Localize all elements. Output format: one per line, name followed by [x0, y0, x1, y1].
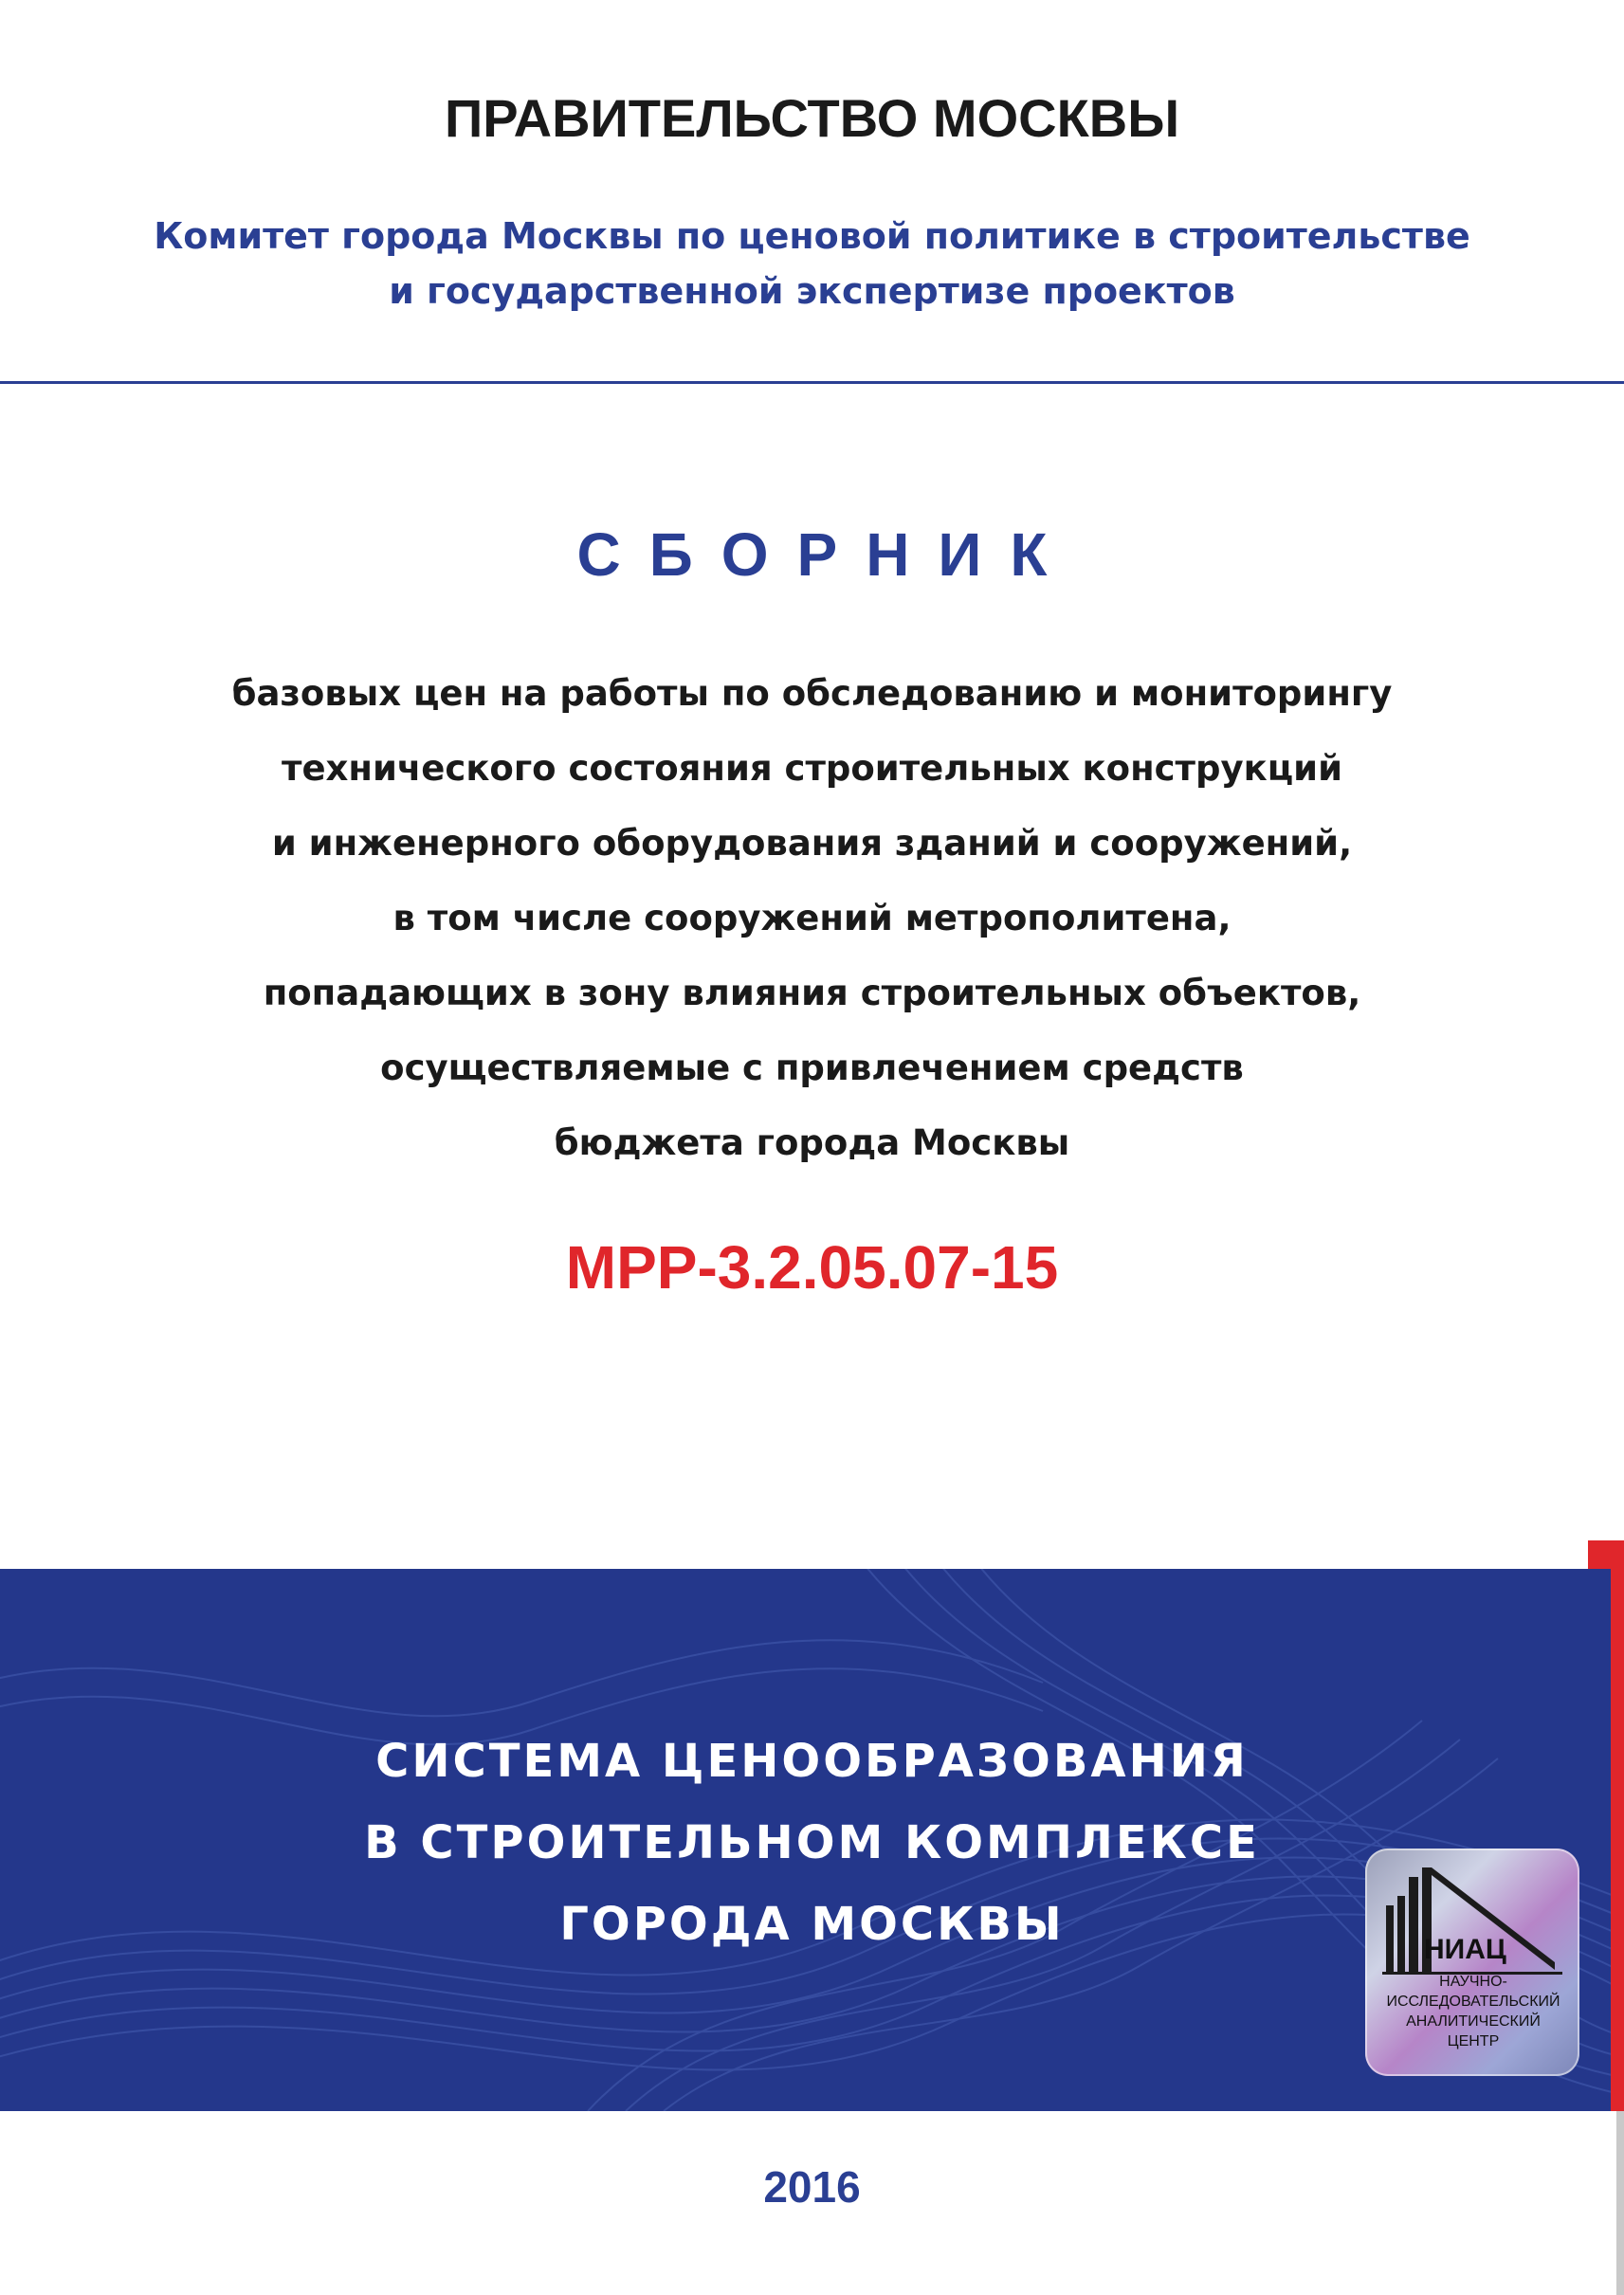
seal-name-line: АНАЛИТИЧЕСКИЙ — [1406, 2013, 1541, 2030]
system-title-line: ГОРОДА МОСКВЫ — [559, 1898, 1065, 1951]
description-line: в том числе сооружений метрополитена, — [392, 898, 1232, 938]
seal-name-line: НАУЧНО- — [1439, 1974, 1507, 1990]
description-line: осуществляемые с привлечением средств — [380, 1047, 1244, 1088]
document-description — [0, 656, 1624, 1180]
committee-line: Комитет города Москвы по ценовой политике в строительстве — [154, 215, 1470, 257]
header-divider — [0, 381, 1624, 384]
seal-name-line: ЦЕНТР — [1447, 2033, 1500, 2049]
seal-abbreviation: НИАЦ — [1424, 1934, 1506, 1965]
publication-year: 2016 — [763, 2162, 861, 2212]
description-line: попадающих в зону влияния строительных объектов, — [263, 973, 1361, 1013]
government-title: ПРАВИТЕЛЬСТВО МОСКВЫ — [444, 88, 1180, 148]
seal-name — [1373, 1972, 1574, 2051]
description-line: и инженерного оборудования зданий и сооружений, — [271, 823, 1353, 864]
seal-name-line: ИССЛЕДОВАТЕЛЬСКИЙ — [1386, 1994, 1560, 2010]
description-line: базовых цен на работы по обследованию и мониторингу — [231, 673, 1393, 714]
document-code: МРР-3.2.05.07-15 — [565, 1233, 1059, 1302]
committee-name — [0, 209, 1624, 319]
system-title-line: СИСТЕМА ЦЕНООБРАЗОВАНИЯ — [375, 1735, 1249, 1788]
hologram-seal — [1365, 1849, 1579, 2076]
system-title-line: В СТРОИТЕЛЬНОМ КОМПЛЕКСЕ — [364, 1816, 1260, 1869]
committee-line: и государственной экспертизе проектов — [389, 270, 1235, 312]
red-accent-strip — [1588, 1540, 1624, 1569]
description-line: бюджета города Москвы — [554, 1122, 1070, 1163]
red-edge-strip — [1611, 1569, 1624, 2111]
description-line: технического состояния строительных конструкций — [282, 748, 1342, 789]
document-heading: СБОРНИК — [576, 520, 1076, 589]
